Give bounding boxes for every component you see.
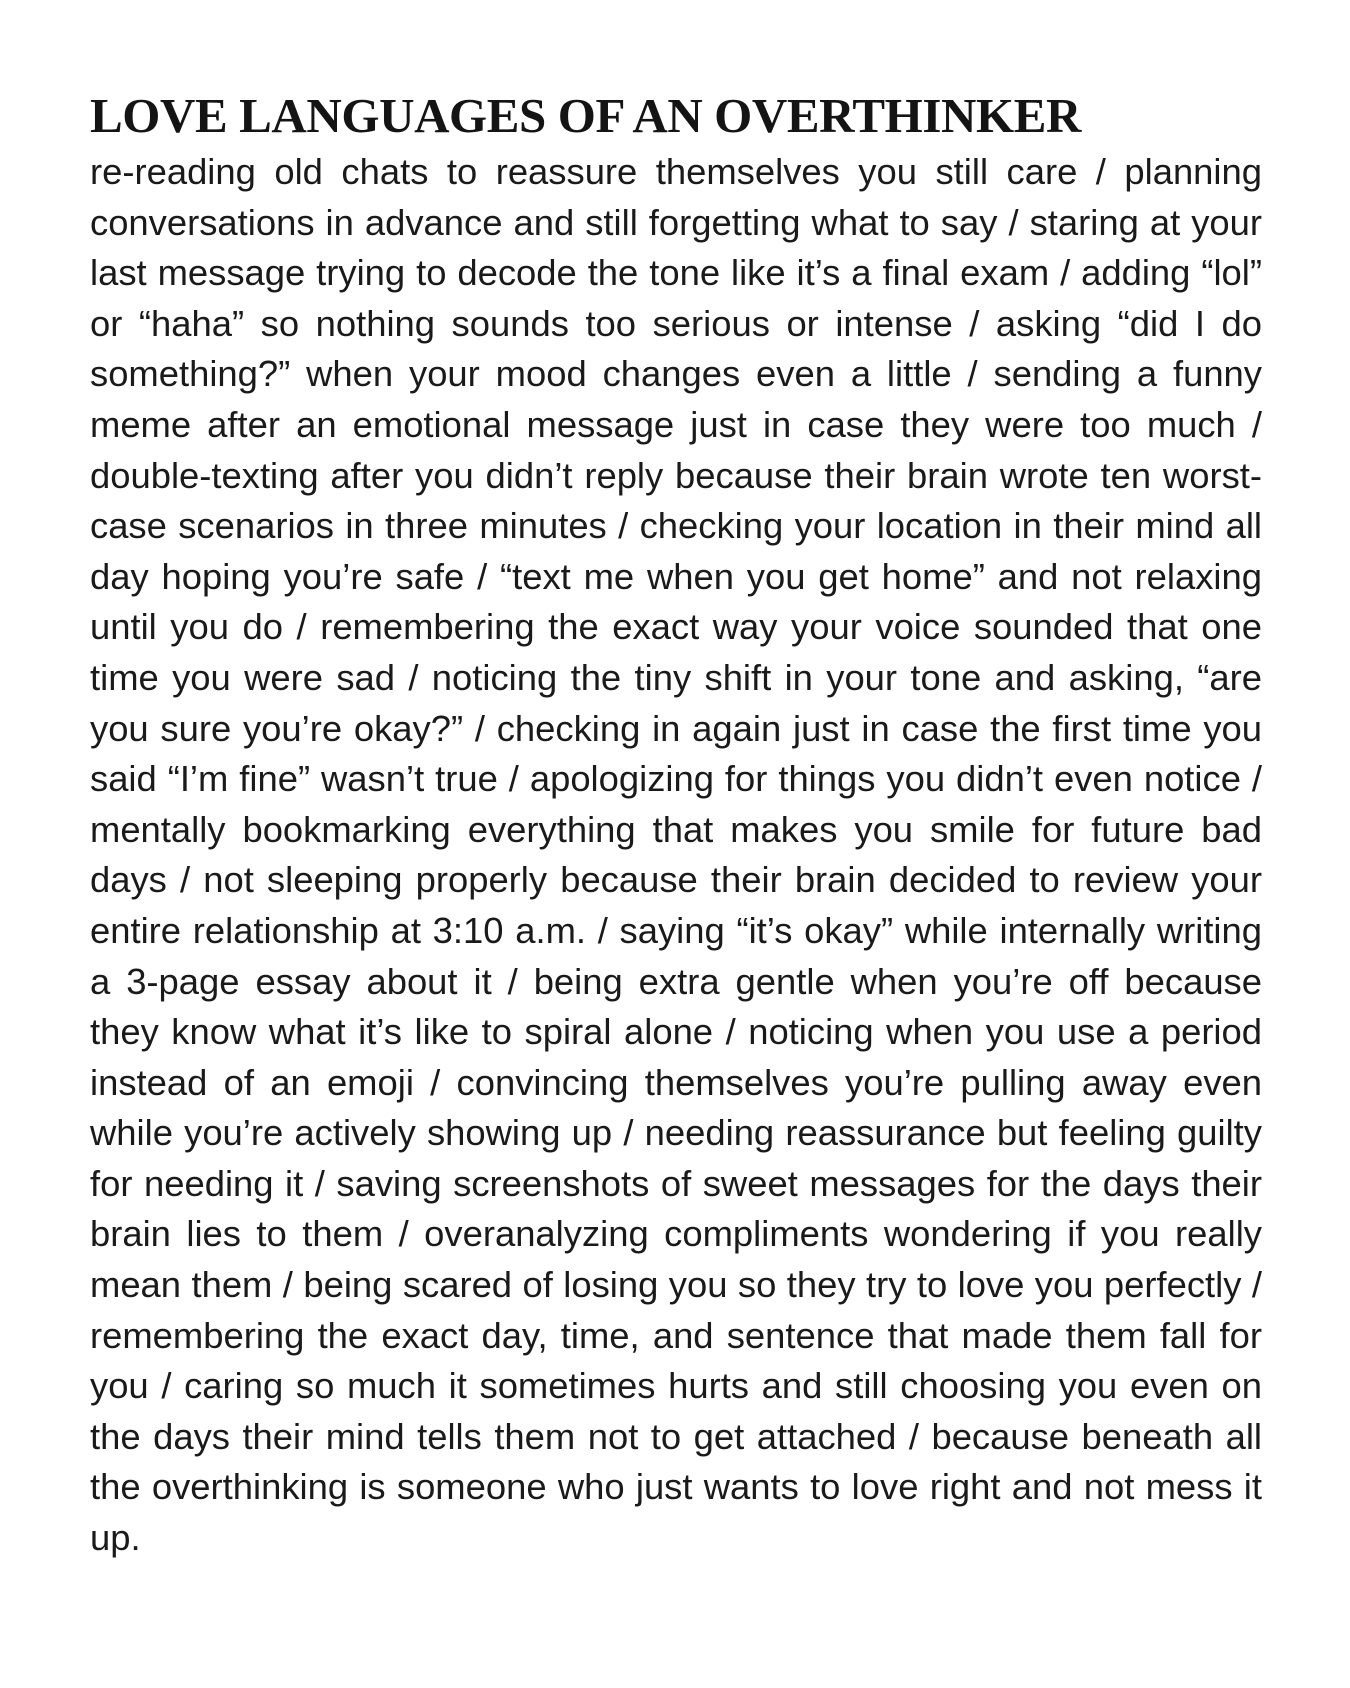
document-page — [90, 88, 1262, 1564]
page-title: LOVE LANGUAGES OF AN OVERTHINKER — [90, 88, 1082, 143]
body-paragraph: re-reading old chats to reassure themselves you still care / planning conversations in advance and still forgetting what to say / staring at your last message trying to decode the tone like it’s a final exam / adding “lol” or “haha” so nothing sounds too serious or intense / asking “did I do something?” when your mood changes even a little / sending a funny meme after an emotional message just in case they were too much / double-texting after you didn’t reply because their brain wrote ten worst-case scenarios in three minutes / checking your location in their mind all day hoping you’re safe / “text me when you get home” and not relaxing until you do / remembering the exact way your voice sounded that one time you were sad / noticing the tiny shift in your tone and asking, “are you sure you’re okay?” / checking in again just in case the first time you said “I’m fine” wasn’t true / apologizing for things you didn’t even notice / mentally bookmarking everything that makes you smile for future bad days / not sleeping properly because their brain decided to review your entire relationship at 3:10 a.m. / saying “it’s okay” while internally writing a 3-page essay about it / being extra gentle when you’re off because they know what it’s like to spiral alone / noticing when you use a period instead of an emoji / convincing themselves you’re pulling away even while you’re actively showing up / needing reassurance but feeling guilty for needing it / saving screenshots of sweet messages for the days their brain lies to them / overanalyzing compliments wondering if you really mean them / being scared of losing you so they try to love you perfectly / remembering the exact day, time, and sentence that made them fall for you / caring so much it sometimes hurts and still choosing you even on the days their mind tells them not to get attached / because beneath all the overthinking is someone who just wants to love right and not mess it up. — [90, 151, 1262, 1559]
